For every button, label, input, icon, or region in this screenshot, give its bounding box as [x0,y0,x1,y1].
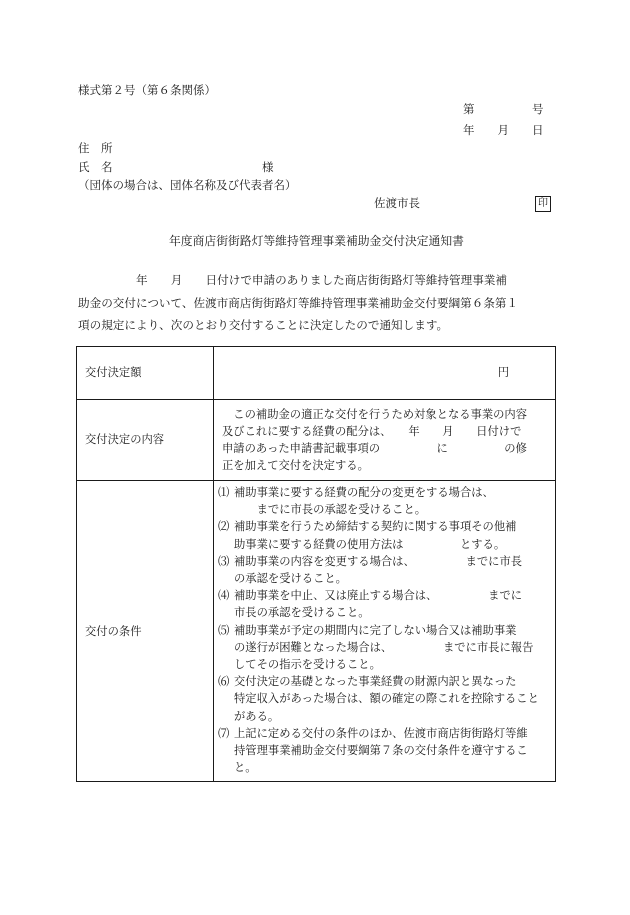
name-label: 氏 名 様 [78,160,274,174]
condition-item [218,673,551,725]
condition-text: がある。 [234,709,280,723]
conditions-label: 交付の条件 [77,481,214,782]
form-number: 様式第２号（第６条関係） [78,83,216,97]
table-row [77,481,556,782]
condition-text: 補助事業に要する経費の配分の変更をする場合は、 [234,486,494,499]
condition-item [218,622,551,674]
intro-line: 項の規定により、次のとおり交付することに決定したので通知します。 [78,318,449,332]
condition-item [218,553,551,587]
content-line: 正を加えて交付を決定する。 [222,459,369,472]
condition-text: 交付決定の基礎となった事業経費の財源内訳と異なった [234,675,517,689]
condition-text: 特定収入があった場合は、額の確定の際これを控除すること [234,692,539,706]
condition-number: ⑷ [218,589,230,603]
table-row [77,347,556,400]
condition-text: 補助事業の内容を変更する場合は、 までに市長 [234,554,523,568]
condition-text: 補助事業を中止、又は廃止する場合は、 までに [234,589,523,603]
content-line: 及びこれに要する経費の配分は、 年 月 日付けで [222,425,522,438]
intro-line: 助金の交付について、佐渡市商店街街路灯等維持管理事業補助金交付要綱第６条第１ [78,295,519,310]
condition-text: の遂行が困難となった場合は、 までに市長に報告 [234,640,534,654]
condition-item [218,725,551,777]
condition-text: 市長の承認を受けること。 [234,606,370,620]
content-line: この補助金の適正な交付を行うため対象となる事業の内容 [222,408,528,421]
table-row [77,400,556,481]
condition-text: と。 [234,761,257,775]
issuer-name: 佐渡市長 [374,196,420,210]
document-title: 年度商店街街路灯等維持管理事業補助金交付決定通知書 [169,234,464,248]
condition-number: ⑺ [218,726,230,740]
document-number: 第 号 [463,102,544,116]
condition-number: ⑶ [218,554,230,568]
address-label: 住 所 [78,141,113,155]
grant-decision-table [76,346,556,782]
condition-item [218,484,551,518]
condition-item [218,587,551,621]
condition-text: 持管理事業補助金交付要綱第７条の交付条件を遵守するこ [234,744,528,758]
condition-text: までに市長の承認を受けること。 [234,503,427,517]
amount-cell [214,347,556,400]
condition-number: ⑹ [218,675,230,689]
seal-mark: 印 [535,196,551,212]
content-label: 交付決定の内容 [77,400,214,481]
condition-text: の承認を受けること。 [234,572,347,586]
conditions-cell [214,481,556,782]
amount-unit: 円 [497,366,509,379]
condition-text: 補助事業を行うため締結する契約に関する事項その他補 [234,520,517,534]
content-cell [214,400,556,481]
condition-text: 上記に定める交付の条件のほか、佐渡市商店街街路灯等維 [234,726,528,740]
content-line: 申請のあった申請書記載事項の に の修 [222,442,527,455]
document-date: 年 月 日 [463,123,544,137]
condition-number: ⑴ [218,486,230,499]
condition-text: 補助事業が予定の期間内に完了しない場合又は補助事業 [234,623,517,637]
condition-number: ⑸ [218,623,230,637]
intro-paragraph [78,269,556,337]
amount-label: 交付決定額 [77,347,214,400]
condition-text: 助事業に要する経費の使用方法は とする。 [234,537,506,551]
condition-number: ⑵ [218,520,230,534]
condition-text: してその指示を受けること。 [234,658,381,672]
organization-note: （団体の場合は、団体名称及び代表者名） [78,178,297,192]
intro-line: 年 月 日付けで申請のありました商店街街路灯等維持管理事業補 [78,273,507,287]
condition-item [218,518,551,552]
